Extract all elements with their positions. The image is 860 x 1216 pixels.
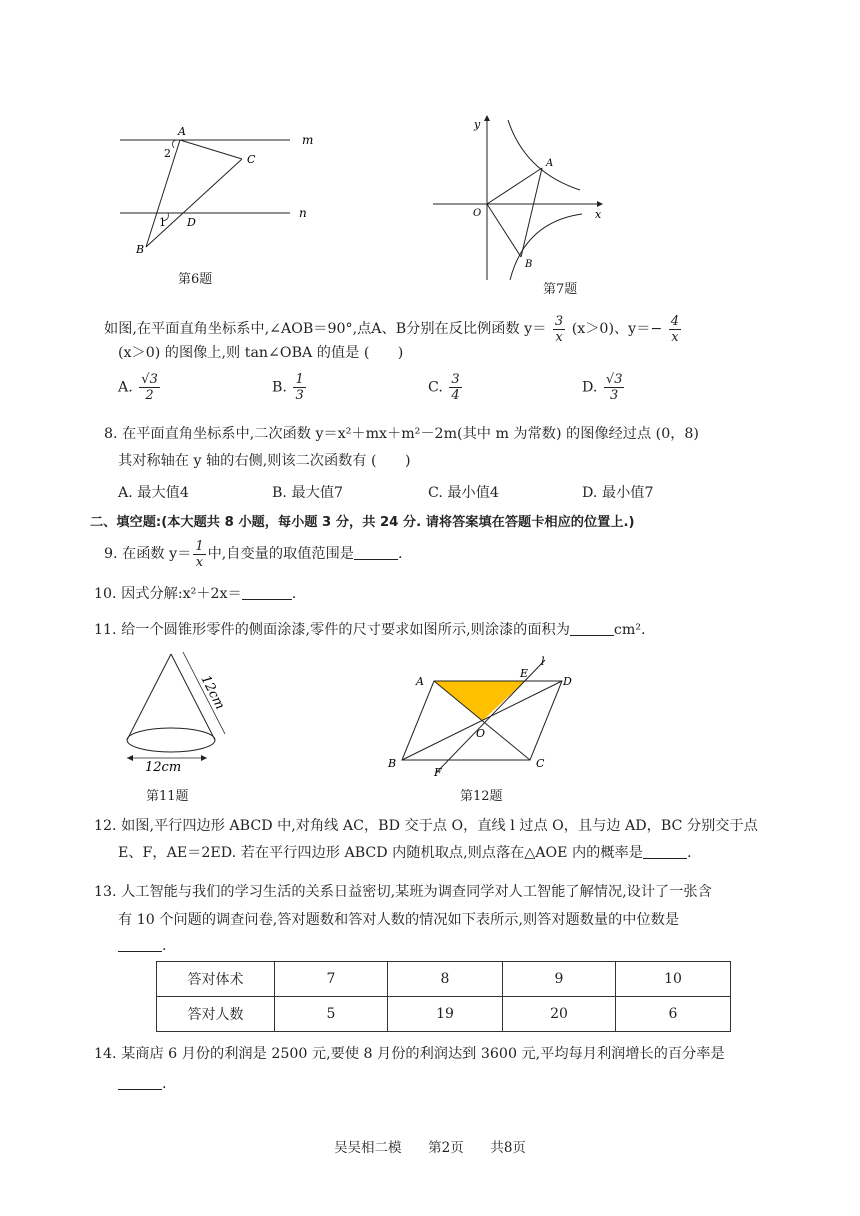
fig12-label-O: O [476, 727, 486, 740]
fig6-label-B: B [136, 243, 145, 256]
table-header-cell: 答对人数 [157, 997, 275, 1032]
table-cell: 7 [275, 962, 388, 997]
question-11: 11. 给一个圆锥形零件的侧面涂漆,零件的尺寸要求如图所示,则涂漆的面积为 cm². [94, 622, 646, 638]
figure-7-caption: 第7题 [543, 282, 578, 297]
q12-answer-blank [643, 844, 687, 859]
table-cell: 10 [616, 962, 731, 997]
fig7-label-B: B [525, 259, 533, 270]
table-cell: 9 [503, 962, 616, 997]
table-cell: 5 [275, 997, 388, 1032]
q8-option-b: B. 最大值7 [272, 485, 344, 501]
question-8-line-2: 其对称轴在 y 轴的右侧,则该二次函数有 ( ) [118, 453, 411, 469]
fig6-label-A: A [178, 125, 186, 138]
table-cell: 20 [503, 997, 616, 1032]
section-2-heading: 二、填空题:(本大题共 8 小题，每小题 3 分，共 24 分. 请将答案填在答题卡相应的位置上.) [90, 515, 635, 530]
q9-fraction: $\frac{1}{x}$ [195, 538, 204, 570]
page-footer [0, 1136, 860, 1156]
fig12-label-F: F [434, 766, 442, 779]
q8-option-a: A. 最大值4 [118, 485, 189, 501]
fig6-label-angle1: 1 [159, 216, 166, 229]
figure-11-caption: 第11题 [146, 789, 189, 804]
question-7-line-1 [104, 313, 683, 345]
fig12-label-l: l [541, 655, 545, 668]
fig12-label-C: C [536, 757, 545, 770]
q11-answer-blank [570, 621, 614, 636]
question-7-line-2: (x＞0) 的图像上,则 tan∠OBA 的值是 ( ) [118, 345, 404, 361]
question-13-line-2: 有 10 个问题的调查问卷,答对题数和答对人数的情况如下表所示,则答对题数量的中位数是 [118, 912, 680, 928]
q7-text-1: 如图,在平面直角坐标系中,∠AOB＝90°,点A、B分别在反比例函数 y＝ [104, 321, 547, 337]
figure-12-parallelogram [380, 655, 590, 783]
question-8-line-1: 8. 在平面直角坐标系中,二次函数 y＝x²＋mx＋m²－2m(其中 m 为常数) 的图像经过点 (0，8) [104, 426, 699, 442]
fig12-label-B: B [388, 757, 397, 770]
fig12-label-A: A [416, 675, 424, 688]
q7-option-c: C. $\frac{3}{4}$ [428, 372, 460, 403]
q14-answer-blank [118, 1075, 162, 1090]
fig6-label-m: m [302, 133, 314, 147]
question-9: 9. 在函数 y＝ $\frac{1}{x}$ 中,自变量的取值范围是 . [104, 538, 403, 570]
fig6-label-angle2: 2 [164, 147, 171, 160]
q13-data-table [156, 961, 731, 1032]
footer-page-number: 第2页 [428, 1140, 464, 1156]
question-14-line-1: 14. 某商店 6 月份的利润是 2500 元,要使 8 月份的利润达到 3600 元,平均每月利润增长的百分率是 [94, 1046, 725, 1062]
fig7-label-A: A [546, 158, 554, 169]
fig7-label-y: y [474, 118, 481, 131]
question-13-line-1: 13. 人工智能与我们的学习生活的关系日益密切,某班为调查同学对人工智能了解情况,设计了一张含 [94, 884, 712, 900]
fig7-label-O: O [473, 208, 482, 219]
question-10: 10. 因式分解:x²＋2x＝ . [94, 586, 297, 602]
q8-option-d: D. 最小值7 [582, 485, 654, 501]
question-14-line-2: . [118, 1074, 167, 1094]
fig6-label-n: n [299, 206, 307, 220]
table-row [157, 962, 731, 997]
table-cell: 19 [388, 997, 503, 1032]
fig11-base-label: 12cm [145, 760, 182, 775]
fig12-shaded-triangle [434, 681, 525, 721]
q7-option-d: D. $\frac{√3}{3}$ [582, 372, 623, 403]
q10-answer-blank [242, 585, 292, 600]
fig7-label-x: x [595, 208, 602, 221]
figure-12-caption: 第12题 [460, 789, 503, 804]
fig12-label-E: E [520, 667, 529, 680]
q13-answer-blank [118, 937, 162, 952]
footer-total-pages: 共8页 [490, 1140, 526, 1156]
fig6-label-C: C [247, 153, 256, 166]
q7-fraction-1: $\frac{3}{x}$ [554, 313, 564, 345]
question-13-line-3: . [118, 936, 167, 956]
q8-option-c: C. 最小值4 [428, 485, 499, 501]
table-cell: 6 [616, 997, 731, 1032]
question-12-line-1: 12. 如图,平行四边形 ABCD 中,对角线 AC，BD 交于点 O，直线 l 过点 O，且与边 AD，BC 分别交于点 [94, 818, 758, 834]
footer-school: 吴吴相二模 [334, 1140, 402, 1156]
question-12-line-2: E、F，AE＝2ED. 若在平行四边形 ABCD 内随机取点,则点落在△AOE 内的概率是 . [118, 845, 692, 861]
q9-answer-blank [354, 545, 398, 560]
q7-option-b: B. $\frac{1}{3}$ [272, 372, 304, 403]
table-row [157, 997, 731, 1032]
q7-option-a: A. $\frac{√3}{2}$ [118, 372, 158, 403]
fig11-slant-label: 12cm [197, 673, 228, 713]
q7-text-2: (x＞0)、y＝− [571, 321, 663, 337]
figure-7-diagram [430, 112, 610, 282]
q7-fraction-2: $\frac{4}{x}$ [670, 313, 680, 345]
table-cell: 8 [388, 962, 503, 997]
fig12-label-D: D [563, 675, 572, 688]
fig6-label-D: D [187, 216, 196, 229]
figure-6-diagram [110, 120, 330, 265]
figure-11-cone [115, 648, 245, 783]
figure-6-caption: 第6题 [178, 272, 213, 287]
table-header-cell: 答对体术 [157, 962, 275, 997]
